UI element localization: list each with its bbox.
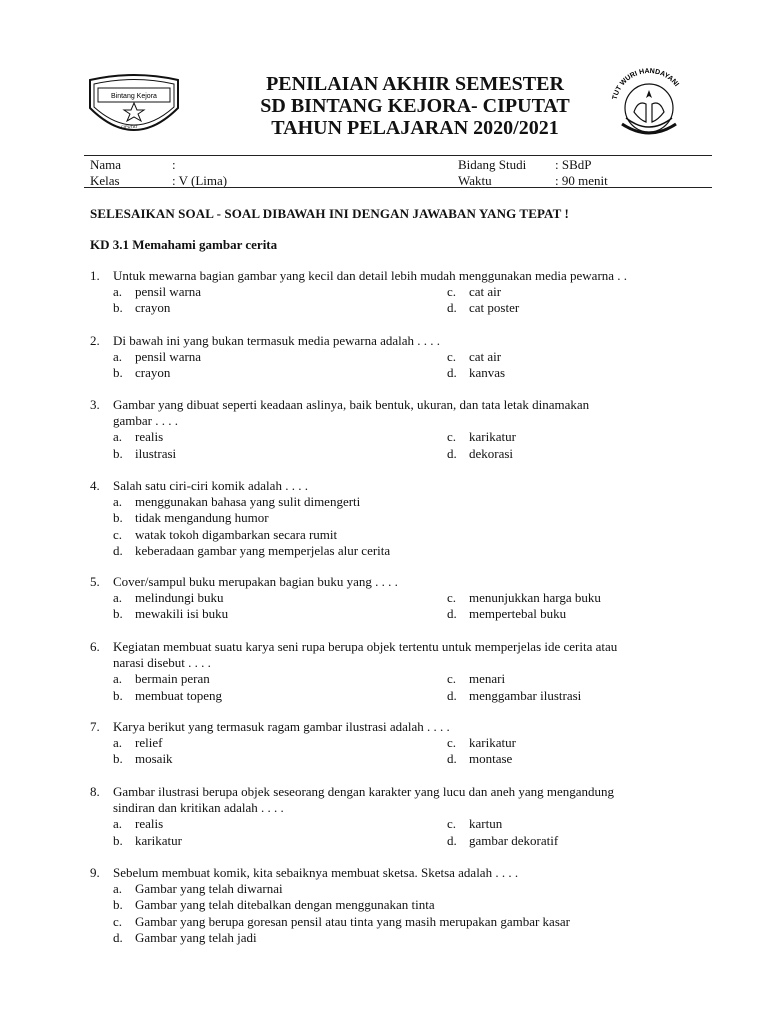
option-letter: b. bbox=[113, 751, 123, 767]
option-c bbox=[447, 816, 502, 832]
option-text: gambar dekoratif bbox=[469, 832, 559, 848]
option-b bbox=[113, 365, 170, 381]
question-4 bbox=[90, 478, 715, 559]
option-c bbox=[447, 429, 516, 445]
option-text: bermain peran bbox=[135, 671, 210, 687]
question-text: Di bawah ini yang bukan termasuk media pewarna adalah . . . . bbox=[113, 333, 441, 348]
option-text: relief bbox=[135, 735, 163, 751]
option-text: pensil warna bbox=[135, 284, 202, 300]
question-number: 2. bbox=[90, 333, 100, 348]
option-a bbox=[113, 881, 283, 897]
option-text: ilustrasi bbox=[135, 445, 177, 461]
option-text: kartun bbox=[469, 816, 503, 832]
logo-left-sub: CIPUTAT bbox=[121, 124, 138, 129]
option-d bbox=[447, 751, 512, 767]
kelas-value: : V (Lima) bbox=[172, 173, 228, 188]
title-line-1: PENILAIAN AKHIR SEMESTER bbox=[266, 73, 564, 95]
option-d bbox=[447, 446, 513, 462]
option-text: montase bbox=[469, 751, 513, 767]
option-letter: c. bbox=[113, 913, 123, 929]
option-text: Gambar yang telah jadi bbox=[135, 929, 257, 945]
option-text: mosaik bbox=[135, 751, 173, 767]
option-d bbox=[447, 300, 519, 316]
school-logo-icon bbox=[86, 72, 182, 132]
option-a bbox=[113, 284, 201, 300]
option-text: cat air bbox=[469, 284, 502, 300]
option-letter: b. bbox=[113, 687, 123, 703]
question-1 bbox=[90, 268, 715, 317]
option-text: realis bbox=[135, 816, 164, 832]
option-letter: b. bbox=[113, 365, 123, 381]
header-rule-bottom bbox=[84, 187, 712, 188]
option-text: mewakili isi buku bbox=[135, 606, 229, 622]
option-text: cat air bbox=[469, 349, 502, 365]
option-b bbox=[113, 300, 170, 316]
option-text: dekorasi bbox=[469, 445, 514, 461]
question-text-continued: sindiran dan kritikan adalah . . . . bbox=[113, 800, 284, 816]
option-a bbox=[113, 671, 210, 687]
option-letter: c. bbox=[447, 349, 457, 365]
option-b bbox=[113, 688, 222, 704]
question-text: Untuk mewarna bagian gambar yang kecil dan detail lebih mudah menggunakan media pewarna . . bbox=[113, 268, 628, 283]
option-b bbox=[113, 833, 182, 849]
option-text: menari bbox=[469, 671, 506, 687]
option-letter: a. bbox=[113, 590, 123, 606]
question-9 bbox=[90, 865, 715, 946]
question-number: 5. bbox=[90, 574, 100, 589]
question-number: 3. bbox=[90, 397, 100, 412]
question-3 bbox=[90, 397, 715, 462]
waktu-value: : 90 menit bbox=[555, 173, 608, 188]
option-text: karikatur bbox=[469, 429, 516, 445]
option-text: menunjukkan harga buku bbox=[469, 590, 601, 606]
option-d bbox=[447, 833, 558, 849]
option-letter: c. bbox=[447, 735, 457, 751]
question-number: 9. bbox=[90, 865, 100, 880]
option-c bbox=[447, 284, 501, 300]
kelas-label: Kelas bbox=[90, 173, 120, 188]
option-text: realis bbox=[135, 429, 164, 445]
option-letter: c. bbox=[113, 526, 123, 542]
option-text: membuat topeng bbox=[135, 687, 223, 703]
option-text: cat poster bbox=[469, 300, 520, 316]
question-number: 7. bbox=[90, 719, 100, 734]
option-text: menggunakan bahasa yang sulit dimengerti bbox=[135, 494, 361, 510]
option-letter: c. bbox=[447, 816, 457, 832]
kd-heading: KD 3.1 Memahami gambar cerita bbox=[90, 237, 278, 252]
option-text: karikatur bbox=[469, 735, 516, 751]
title-line-3: TAHUN PELAJARAN 2020/2021 bbox=[271, 117, 559, 139]
option-c bbox=[113, 527, 337, 543]
option-letter: a. bbox=[113, 671, 123, 687]
option-text: crayon bbox=[135, 365, 171, 381]
nama-label: Nama bbox=[90, 157, 122, 172]
question-number: 1. bbox=[90, 268, 100, 283]
question-number: 8. bbox=[90, 784, 100, 799]
question-2 bbox=[90, 333, 715, 382]
option-letter: a. bbox=[113, 349, 123, 365]
option-a bbox=[113, 349, 201, 365]
option-text: pensil warna bbox=[135, 349, 202, 365]
logo-right-text: TUT WURI HANDAYANI bbox=[611, 67, 680, 101]
option-letter: b. bbox=[113, 606, 123, 622]
option-text: watak tokoh digambarkan secara rumit bbox=[135, 526, 338, 542]
option-a bbox=[113, 429, 163, 445]
option-letter: d. bbox=[447, 365, 457, 381]
option-b bbox=[113, 510, 269, 526]
question-text: Salah satu ciri-ciri komik adalah . . . . bbox=[113, 478, 308, 493]
option-a bbox=[113, 590, 223, 606]
question-number: 6. bbox=[90, 639, 100, 654]
option-b bbox=[113, 446, 176, 462]
option-letter: a. bbox=[113, 816, 123, 832]
bidang-studi-label: Bidang Studi bbox=[458, 157, 527, 172]
option-b bbox=[113, 751, 173, 767]
option-letter: d. bbox=[447, 832, 457, 848]
option-text: Gambar yang berupa goresan pensil atau tinta yang masih merupakan gambar kasar bbox=[135, 913, 570, 929]
option-c bbox=[447, 735, 516, 751]
question-text: Sebelum membuat komik, kita sebaiknya membuat sketsa. Sketsa adalah . . . . bbox=[113, 865, 519, 880]
option-letter: c. bbox=[447, 590, 457, 606]
option-text: menggambar ilustrasi bbox=[469, 687, 582, 703]
tut-wuri-handayani-logo-icon bbox=[606, 66, 692, 144]
option-text: karikatur bbox=[135, 832, 182, 848]
question-text: Cover/sampul buku merupakan bagian buku yang . . . . bbox=[113, 574, 398, 589]
option-letter: a. bbox=[113, 429, 123, 445]
question-8 bbox=[90, 784, 715, 849]
option-letter: d. bbox=[113, 929, 123, 945]
option-d bbox=[113, 543, 390, 559]
option-b bbox=[113, 606, 228, 622]
question-text: Karya berikut yang termasuk ragam gambar ilustrasi adalah . . . . bbox=[113, 719, 450, 734]
option-text: Gambar yang telah ditebalkan dengan menggunakan tinta bbox=[135, 897, 435, 913]
option-letter: d. bbox=[447, 751, 457, 767]
question-text-continued: gambar . . . . bbox=[113, 413, 178, 429]
option-letter: a. bbox=[113, 494, 123, 510]
nama-value: : bbox=[172, 157, 176, 172]
option-letter: a. bbox=[113, 284, 123, 300]
option-letter: b. bbox=[113, 445, 123, 461]
option-letter: d. bbox=[447, 687, 457, 703]
question-6 bbox=[90, 639, 715, 704]
instruction: SELESAIKAN SOAL - SOAL DIBAWAH INI DENGAN JAWABAN YANG TEPAT ! bbox=[90, 206, 569, 221]
option-a bbox=[113, 735, 162, 751]
title-line-2: SD BINTANG KEJORA- CIPUTAT bbox=[260, 95, 570, 117]
option-text: keberadaan gambar yang memperjelas alur cerita bbox=[135, 542, 391, 558]
option-letter: c. bbox=[447, 429, 457, 445]
option-letter: d. bbox=[447, 445, 457, 461]
option-letter: d. bbox=[447, 606, 457, 622]
option-d bbox=[113, 930, 257, 946]
waktu-label: Waktu bbox=[458, 173, 492, 188]
option-text: Gambar yang telah diwarnai bbox=[135, 881, 283, 897]
option-text: crayon bbox=[135, 300, 171, 316]
option-letter: a. bbox=[113, 735, 123, 751]
bidang-studi-value: : SBdP bbox=[555, 157, 592, 172]
question-text: Gambar ilustrasi berupa objek seseorang dengan karakter yang lucu dan aneh yang mengandung bbox=[113, 784, 615, 799]
option-letter: d. bbox=[447, 300, 457, 316]
option-c bbox=[447, 671, 505, 687]
option-a bbox=[113, 494, 360, 510]
option-letter: b. bbox=[113, 897, 123, 913]
option-letter: d. bbox=[113, 542, 123, 558]
option-text: tidak mengandung humor bbox=[135, 510, 269, 526]
question-text: Kegiatan membuat suatu karya seni rupa berupa objek tertentu untuk memperjelas ide cerita atau bbox=[113, 639, 618, 654]
logo-left-text: Bintang Kejora bbox=[111, 93, 157, 100]
option-letter: c. bbox=[447, 671, 457, 687]
option-letter: b. bbox=[113, 832, 123, 848]
question-text: Gambar yang dibuat seperti keadaan aslinya, baik bentuk, ukuran, dan tata letak dinamakan bbox=[113, 397, 590, 412]
option-d bbox=[447, 606, 566, 622]
option-text: kanvas bbox=[469, 365, 506, 381]
option-text: melindungi buku bbox=[135, 590, 224, 606]
question-7 bbox=[90, 719, 715, 768]
question-number: 4. bbox=[90, 478, 100, 493]
header-rule-top bbox=[84, 155, 712, 156]
option-letter: b. bbox=[113, 510, 123, 526]
question-text-continued: narasi disebut . . . . bbox=[113, 655, 211, 671]
option-b bbox=[113, 897, 435, 913]
question-5 bbox=[90, 574, 715, 623]
option-letter: a. bbox=[113, 881, 123, 897]
option-letter: c. bbox=[447, 284, 457, 300]
option-d bbox=[447, 688, 581, 704]
option-letter: b. bbox=[113, 300, 123, 316]
option-text: mempertebal buku bbox=[469, 606, 567, 622]
option-c bbox=[113, 914, 570, 930]
option-c bbox=[447, 349, 501, 365]
option-a bbox=[113, 816, 163, 832]
option-d bbox=[447, 365, 505, 381]
option-c bbox=[447, 590, 601, 606]
